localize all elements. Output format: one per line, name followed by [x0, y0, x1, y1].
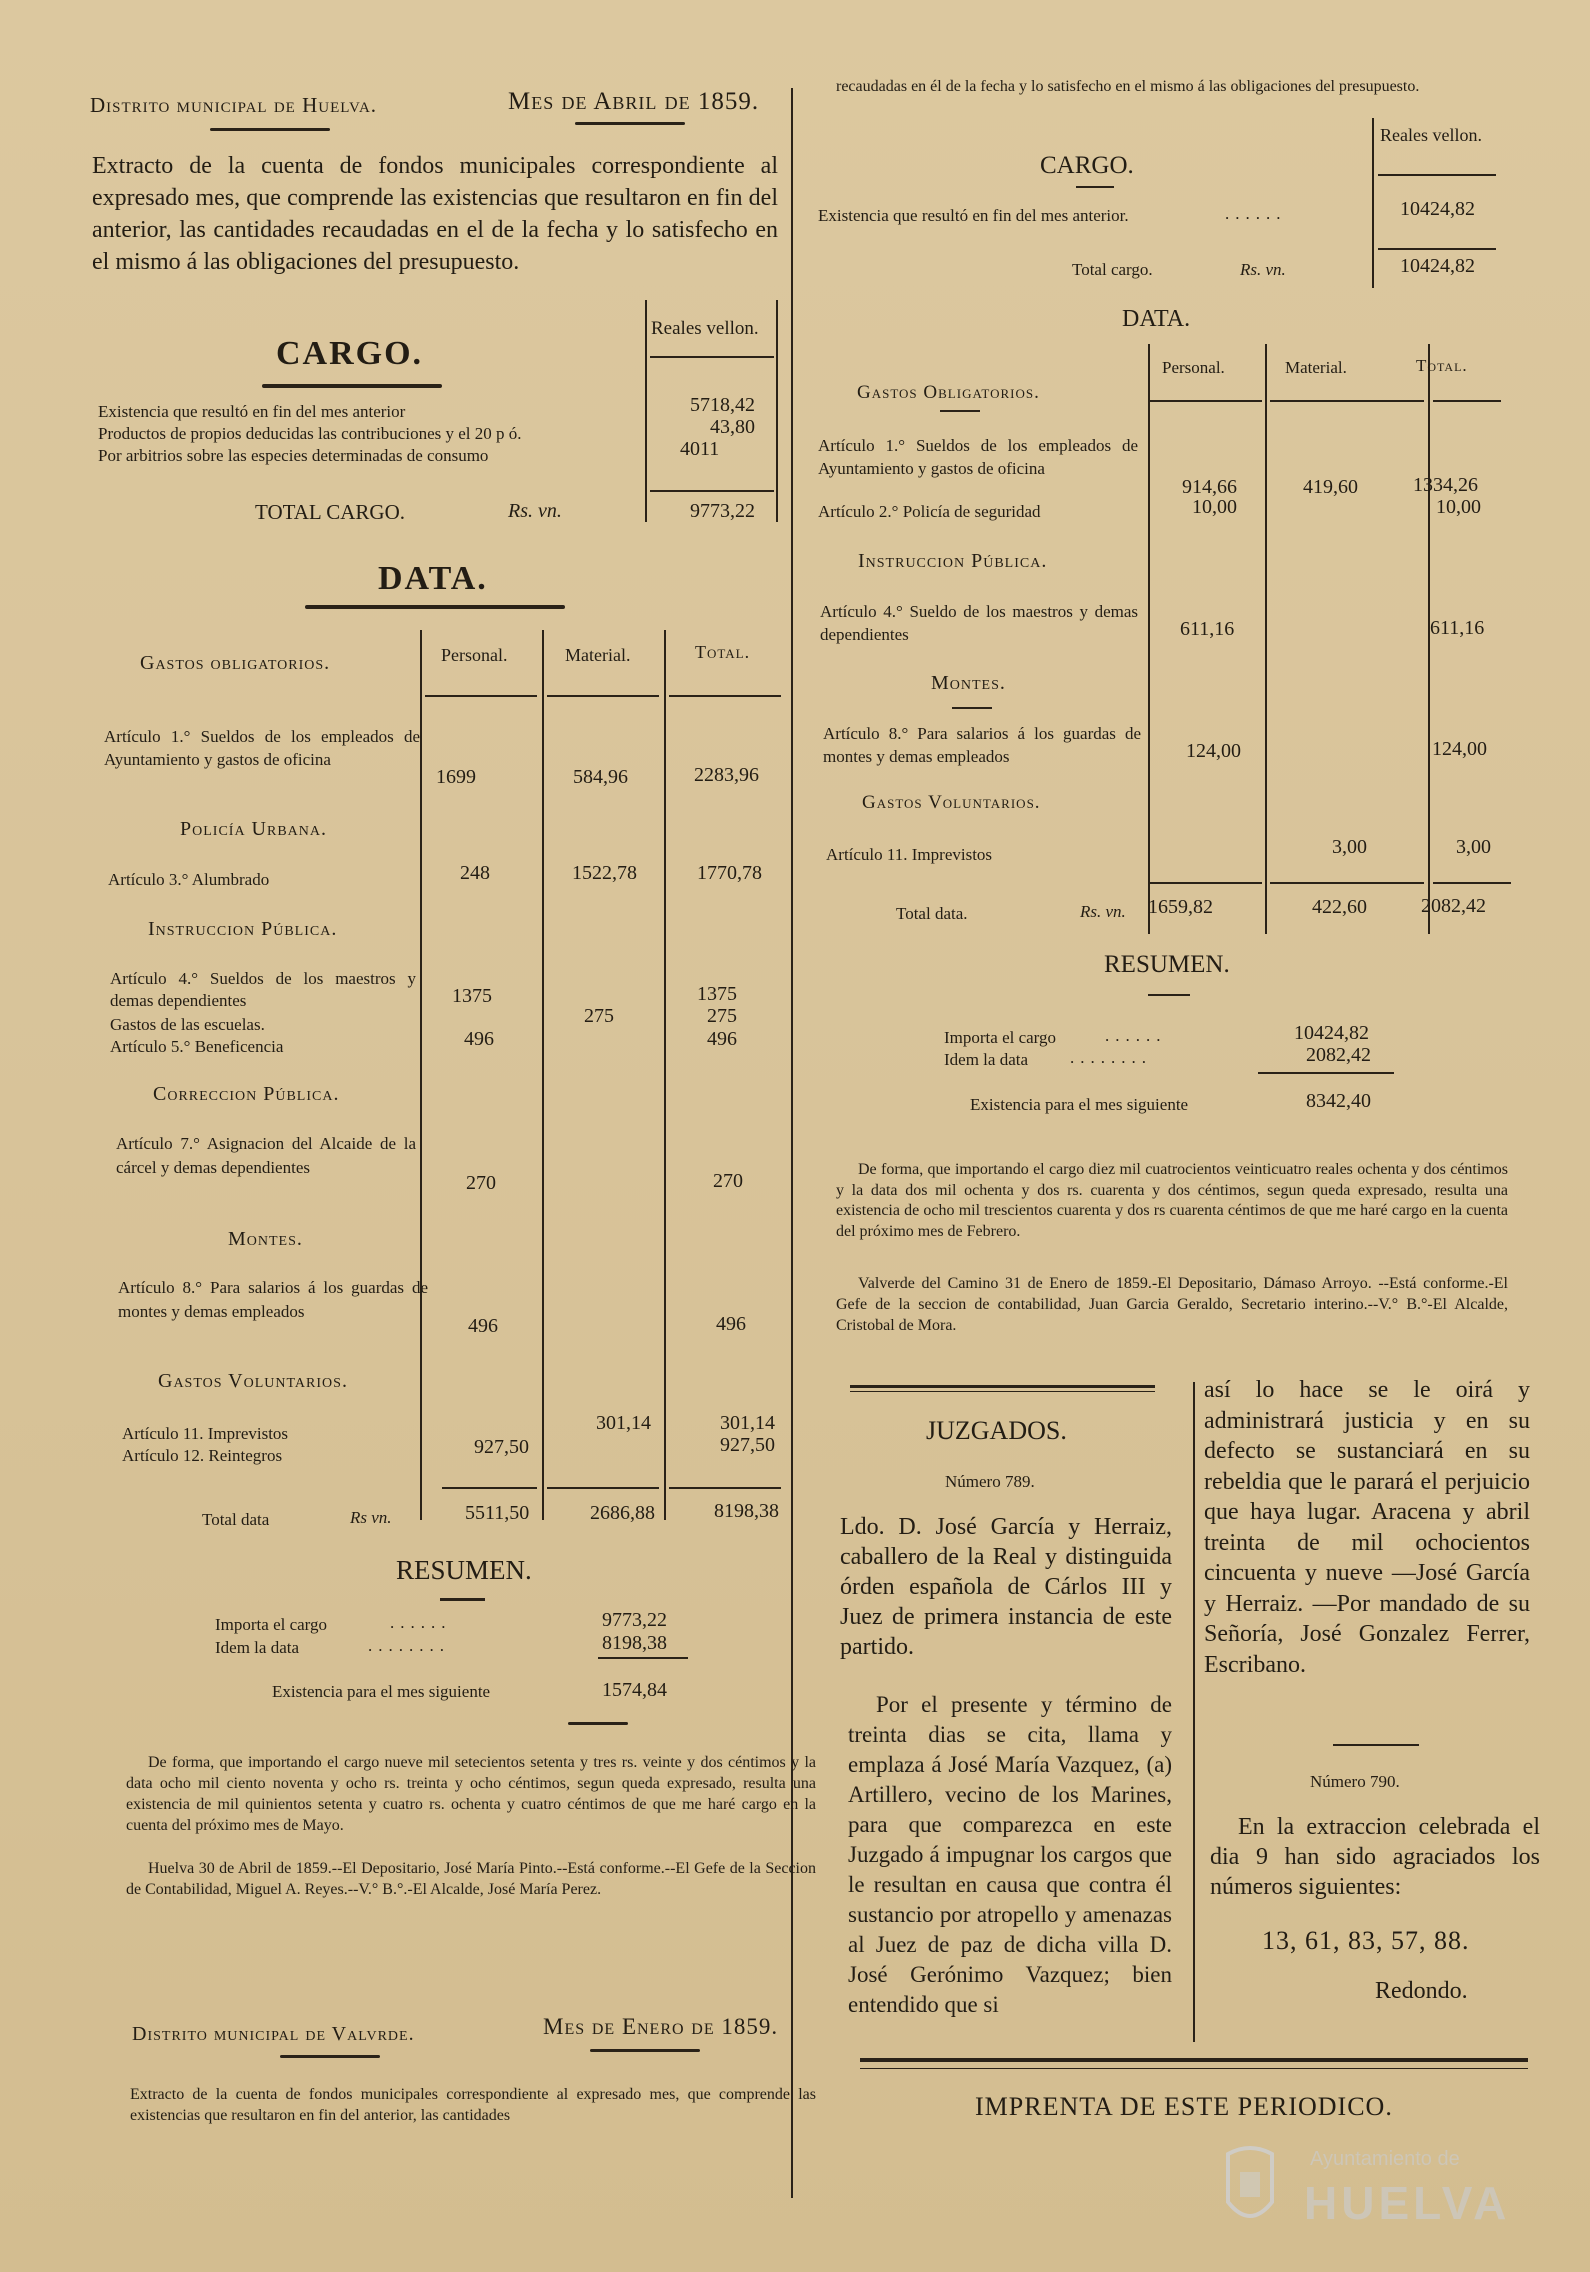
- valverde-art4: Artículo 4.° Sueldo de los maestros y demas dependientes: [820, 602, 1138, 644]
- huelva-art5-total: 496: [707, 1028, 737, 1050]
- valverde-resumen-heading: RESUMEN.: [1104, 951, 1230, 978]
- valverde-montes: Montes.: [931, 672, 1006, 694]
- huelva-idem-data-label: Idem la data: [215, 1638, 300, 1657]
- valverde-art4-personal: 611,16: [1180, 618, 1235, 640]
- valverde-col-personal: Personal.: [1162, 358, 1225, 377]
- huelva-montes: Montes.: [228, 1228, 303, 1250]
- valverde-art1-personal: 914,66: [1182, 476, 1237, 498]
- resumen-sum-rule: [1258, 1072, 1394, 1074]
- huelva-total-data-personal: 5511,50: [465, 1502, 530, 1524]
- huelva-art8: Artículo 8.° Para salarios á los guardas de montes y demas empleados: [118, 1278, 428, 1321]
- huelva-art5: Artículo 5.° Beneficencia: [110, 1037, 284, 1056]
- ornament: [262, 384, 442, 388]
- valverde-art1-material: 419,60: [1303, 476, 1358, 498]
- huelva-cargo-row-label: Por arbitrios sobre las especies determinadas de consumo: [98, 446, 489, 465]
- valverde-cargo-heading: CARGO.: [1040, 152, 1134, 179]
- huelva-escuelas: Gastos de las escuelas.: [110, 1015, 265, 1034]
- valverde-art2: Artículo 2.° Policía de seguridad: [818, 502, 1041, 521]
- valverde-art8-total: 124,00: [1432, 738, 1487, 760]
- huelva-cargo-row-label: Productos de propios deducidas las contribuciones y el 20 p ó.: [98, 424, 522, 443]
- valverde-signature: Valverde del Camino 31 de Enero de 1859.-El Depositario, Dámaso Arroyo. --Está conforme.-El Gefe de la seccion de contabilidad, Juan Garcia Geraldo, Secretario interino.--V.° B.°-El Alcalde, Cristobal de Mora.: [836, 1275, 1508, 1334]
- juzgados-edict-3: así lo hace se le oirá y administrará justicia y en su defecto se sustanciará en su rebeldia que le parará el perjuicio que haya lugar. Aracena y abril treinta de mil ochocientos cincuenta y nueve —José García y Herraiz. —Por mandado de su Señoría, José Gonzalez Ferrer, Escribano.: [1204, 1377, 1530, 1678]
- huelva-total-cargo-label: TOTAL CARGO.: [255, 500, 405, 524]
- resumen-rule: [1076, 186, 1114, 188]
- huelva-extract: Extracto de la cuenta de fondos municipales correspondiente al expresado mes, que comprende las existencias que resultaron en fin del anterior, las cantidades recaudadas en el de la fecha y lo satisfecho en el mismo á las obligaciones del presupuesto.: [92, 153, 778, 275]
- section-rule: [940, 410, 980, 412]
- cargo-sum-rule: [650, 490, 774, 492]
- data-header-rule: [425, 695, 537, 697]
- huelva-art11: Artículo 11. Imprevistos: [122, 1424, 289, 1443]
- ornament: [568, 1722, 628, 1725]
- huelva-art4-personal: 1375: [452, 985, 492, 1007]
- juzgados-number-790: Número 790.: [1310, 1772, 1400, 1791]
- dot-leader: ......: [1105, 1026, 1167, 1045]
- valverde-importa-cargo-value: 10424,82: [1294, 1022, 1369, 1044]
- cargo-header-rule: [650, 356, 774, 358]
- v-cargo-sum-rule: [1378, 248, 1496, 250]
- juzgados-redondo: Redondo.: [1375, 1978, 1468, 2004]
- huelva-signature: Huelva 30 de Abril de 1859.--El Depositario, José María Pinto.--Está conforme.--El Gefe de la Seccion de Contabilidad, Miguel A. Reyes.--V.° B.°.-El Alcalde, José María Perez.: [126, 1860, 816, 1898]
- valverde-art8: Artículo 8.° Para salarios á los guardas de montes y demas empleados: [823, 724, 1141, 766]
- valverde-total-data-unit: Rs. vn.: [1080, 902, 1126, 921]
- watermark-line2: HUELVA: [1304, 2177, 1511, 2229]
- data-sum-rule: [442, 1487, 537, 1489]
- huelva-instruccion: Instruccion Pública.: [148, 918, 338, 940]
- huelva-escuelas-total: 275: [707, 1005, 737, 1027]
- huelva-total-cargo-unit: Rs. vn.: [508, 500, 562, 522]
- valverde-art4-total: 611,16: [1430, 617, 1485, 639]
- juzgados-top-rule: [850, 1385, 1155, 1388]
- valverde-idem-data-label: Idem la data: [944, 1050, 1029, 1069]
- dot-leader: ......: [1225, 204, 1287, 223]
- city-seal-icon: [1220, 2142, 1280, 2232]
- dot-leader: ......: [390, 1613, 452, 1632]
- valverde-art2-total: 10,00: [1436, 496, 1481, 518]
- juzgados-col-divider: [1193, 1382, 1195, 2042]
- imprenta-top-rule: [860, 2068, 1528, 2069]
- valverde-total-cargo-label: Total cargo.: [1072, 260, 1153, 279]
- valverde-existencia-value: 8342,40: [1306, 1090, 1371, 1112]
- huelva-policia: Policía Urbana.: [180, 818, 328, 840]
- ornament: [590, 2049, 700, 2052]
- valverde-total-cargo-unit: Rs. vn.: [1240, 260, 1286, 279]
- data-header-rule: [669, 695, 781, 697]
- huelva-art3-personal: 248: [460, 862, 490, 884]
- huelva-district-title: Distrito municipal de Huelva.: [90, 93, 378, 117]
- valverde-art11: Artículo 11. Imprevistos: [826, 845, 993, 864]
- valverde-month-title: Mes de Enero de 1859.: [543, 2014, 779, 2039]
- huelva-col-material: Material.: [565, 645, 631, 665]
- huelva-idem-data-value: 8198,38: [602, 1632, 667, 1654]
- valverde-extract-start: Extracto de la cuenta de fondos municipales correspondiente al expresado mes, que comprende las existencias que resultaron en fin del anterior, las cantidades: [130, 2086, 816, 2124]
- v-data-header-rule: [1433, 400, 1501, 402]
- huelva-escuelas-material: 275: [584, 1005, 614, 1027]
- valverde-total-data-total: 2082,42: [1421, 895, 1486, 917]
- v-data-header-rule: [1270, 400, 1424, 402]
- huelva-correccion: Correccion Pública.: [153, 1083, 340, 1105]
- valverde-art8-personal: 124,00: [1186, 740, 1241, 762]
- valverde-art2-personal: 10,00: [1192, 496, 1237, 518]
- huelva-art11-total: 301,14: [720, 1412, 775, 1434]
- dot-leader: ........: [1070, 1048, 1152, 1067]
- huelva-art3-total: 1770,78: [697, 862, 762, 884]
- valverde-instruccion: Instruccion Pública.: [858, 550, 1048, 572]
- ornament: [305, 605, 565, 609]
- ornament: [280, 2055, 380, 2058]
- v-data-sum-rule: [1433, 882, 1511, 884]
- juzgados-numbers: 13, 61, 83, 57, 88.: [1262, 1926, 1470, 1955]
- valverde-existencia-label: Existencia para el mes siguiente: [970, 1095, 1189, 1114]
- valverde-total-data-label: Total data.: [896, 904, 968, 923]
- v-data-col-rule: [1265, 344, 1267, 934]
- huelva-art3: Artículo 3.° Alumbrado: [108, 870, 270, 889]
- data-col-rule: [664, 630, 666, 1520]
- huelva-reales-header: Reales vellon.: [651, 318, 759, 339]
- juzgados-top-rule: [850, 1391, 1155, 1392]
- v-cargo-header-rule: [1378, 174, 1496, 176]
- juzgados-extraction: En la extraccion celebrada el dia 9 han sido agraciados los números siguientes:: [1210, 1814, 1540, 1900]
- huelva-art7-personal: 270: [466, 1172, 496, 1194]
- huelva-data-heading: DATA.: [378, 560, 488, 597]
- valverde-art11-total: 3,00: [1456, 836, 1491, 858]
- valverde-col-material: Material.: [1285, 358, 1347, 377]
- huelva-cargo-value: 4011: [680, 438, 720, 460]
- resumen-rule: [440, 1598, 485, 1601]
- huelva-total-cargo-value: 9773,22: [690, 500, 755, 522]
- watermark-line1: Ayuntamiento de: [1310, 2148, 1460, 2170]
- huelva-cargo-value: 5718,42: [690, 394, 755, 416]
- v-cargo-col-rule: [1372, 118, 1374, 288]
- huelva-existencia-label: Existencia para el mes siguiente: [272, 1682, 491, 1701]
- valverde-idem-data-value: 2082,42: [1306, 1044, 1371, 1066]
- huelva-total-data-total: 8198,38: [714, 1500, 779, 1522]
- huelva-art5-personal: 496: [464, 1028, 494, 1050]
- huelva-art8-total: 496: [716, 1313, 746, 1335]
- huelva-art7-total: 270: [713, 1170, 743, 1192]
- section-rule: [952, 707, 992, 709]
- valverde-data-heading: DATA.: [1122, 306, 1191, 332]
- huelva-art1-total: 2283,96: [694, 764, 759, 786]
- ornament: [210, 128, 330, 131]
- juzgados-edict-1: Ldo. D. José García y Herraiz, caballero de la Real y distinguida órden española de Cárlos III y Juez de primera instancia de este partido.: [840, 1514, 1172, 1660]
- huelva-cargo-value: 43,80: [710, 416, 755, 438]
- juzgados-heading: JUZGADOS.: [926, 1416, 1067, 1445]
- huelva-resumen-heading: RESUMEN.: [396, 1555, 532, 1585]
- huelva-col-total: Total.: [695, 642, 751, 662]
- huelva-art1: Artículo 1.° Sueldos de los empleados de Ayuntamiento y gastos de oficina: [104, 727, 420, 769]
- data-sum-rule: [547, 1487, 659, 1489]
- huelva-art3-material: 1522,78: [572, 862, 637, 884]
- huelva-gastos-obligatorios: Gastos obligatorios.: [140, 652, 331, 674]
- watermark: [1220, 2134, 1520, 2244]
- valverde-district-title: Distrito municipal de Valvrde.: [132, 2023, 415, 2045]
- valverde-voluntarios: Gastos Voluntarios.: [862, 792, 1041, 813]
- huelva-cargo-row-label: Existencia que resultó en fin del mes anterior: [98, 402, 406, 421]
- huelva-col-personal: Personal.: [441, 645, 508, 665]
- huelva-closing: De forma, que importando el cargo nueve mil setecientos setenta y tres rs. veinte y dos céntimos y la data ocho mil ciento noventa y ocho rs. treinta y ocho céntimos, segun queda expresado, resulta una existencia de mil quinientos setenta y cuatro rs. ochenta y cuatro céntimos de que me haré cargo en la cuenta del próximo mes de Mayo.: [126, 1754, 816, 1834]
- huelva-art11-material: 301,14: [596, 1412, 651, 1434]
- valverde-art11-material: 3,00: [1332, 836, 1367, 858]
- huelva-art1-material: 584,96: [573, 766, 628, 788]
- valverde-reales-header: Reales vellon.: [1380, 125, 1482, 145]
- resumen-sum-rule: [598, 1657, 688, 1659]
- valverde-col-total: Total.: [1416, 356, 1468, 375]
- valverde-art1-total: 1334,26: [1413, 474, 1478, 496]
- cargo-col-rule-right: [776, 300, 778, 522]
- valverde-extract-cont: recaudadas en él de la fecha y lo satisfecho en el mismo á las obligaciones del presupuesto.: [836, 78, 1420, 95]
- huelva-art12-total: 927,50: [720, 1434, 775, 1456]
- valverde-importa-cargo-label: Importa el cargo: [944, 1028, 1057, 1047]
- data-sum-rule: [669, 1487, 781, 1489]
- valverde-closing: De forma, que importando el cargo diez mil cuatrocientos veinticuatro reales ochenta y dos céntimos y la data dos mil ochenta y dos rs. cuarenta y dos céntimos, segun queda expresado, resulta una existencia de ocho mil trescientos cuarenta y dos rs cuarenta céntimos de que me haré cargo en la cuenta del próximo mes de Febrero.: [836, 1161, 1508, 1240]
- huelva-art1-personal: 1699: [436, 766, 476, 788]
- huelva-art4-total: 1375: [697, 983, 737, 1005]
- valverde-gastos-obligatorios: Gastos Obligatorios.: [857, 382, 1040, 403]
- v-data-sum-rule: [1150, 882, 1262, 884]
- valverde-cargo-row-value: 10424,82: [1400, 198, 1475, 220]
- v-data-col-rule: [1148, 344, 1150, 934]
- huelva-total-data-label: Total data: [202, 1510, 270, 1529]
- huelva-importa-cargo-label: Importa el cargo: [215, 1615, 328, 1634]
- data-header-rule: [547, 695, 659, 697]
- huelva-art8-personal: 496: [468, 1315, 498, 1337]
- huelva-cargo-heading: CARGO.: [276, 335, 424, 372]
- juzgados-number-789: Número 789.: [945, 1472, 1035, 1491]
- dot-leader: ........: [368, 1636, 450, 1655]
- imprenta-top-rule: [860, 2058, 1528, 2062]
- data-col-rule: [542, 630, 544, 1520]
- valverde-total-data-material: 422,60: [1312, 896, 1367, 918]
- huelva-existencia-value: 1574,84: [602, 1679, 667, 1701]
- separator-rule: [1333, 1744, 1419, 1746]
- data-col-rule: [420, 630, 422, 1520]
- ornament: [575, 122, 685, 125]
- huelva-month-title: Mes de Abril de 1859.: [508, 88, 760, 115]
- juzgados-edict-2: Por el presente y término de treinta dias se cita, llama y emplaza á José María Vazquez, (a) Artillero, vecino de los Marines, para que comparezca en este Juzgado á impugnar los cargos que le resultan en causa que contra él sustancio por atropello y amenazas al Juez de paz de dicha villa D. José Gerónimo Vazquez; bien entendido que si: [848, 1692, 1172, 2017]
- huelva-art12: Artículo 12. Reintegros: [122, 1446, 283, 1465]
- huelva-importa-cargo-value: 9773,22: [602, 1609, 667, 1631]
- huelva-total-data-material: 2686,88: [590, 1502, 655, 1524]
- valverde-total-data-personal: 1659,82: [1148, 896, 1213, 918]
- v-data-sum-rule: [1270, 882, 1424, 884]
- huelva-art4: Artículo 4.° Sueldos de los maestros y demas dependientes: [110, 969, 416, 1010]
- huelva-total-data-unit: Rs vn.: [350, 1508, 392, 1527]
- resumen-rule: [1148, 994, 1190, 996]
- v-data-header-rule: [1150, 400, 1262, 402]
- valverde-total-cargo-value: 10424,82: [1400, 255, 1475, 277]
- huelva-art12-personal: 927,50: [474, 1436, 529, 1458]
- huelva-art7: Artículo 7.° Asignacion del Alcaide de la cárcel y demas dependientes: [116, 1134, 416, 1177]
- imprenta-footer: IMPRENTA DE ESTE PERIODICO.: [975, 2092, 1393, 2121]
- valverde-art1: Artículo 1.° Sueldos de los empleados de Ayuntamiento y gastos de oficina: [818, 436, 1138, 478]
- huelva-voluntarios: Gastos Voluntarios.: [158, 1370, 348, 1392]
- valverde-cargo-row-label: Existencia que resultó en fin del mes anterior.: [818, 206, 1129, 225]
